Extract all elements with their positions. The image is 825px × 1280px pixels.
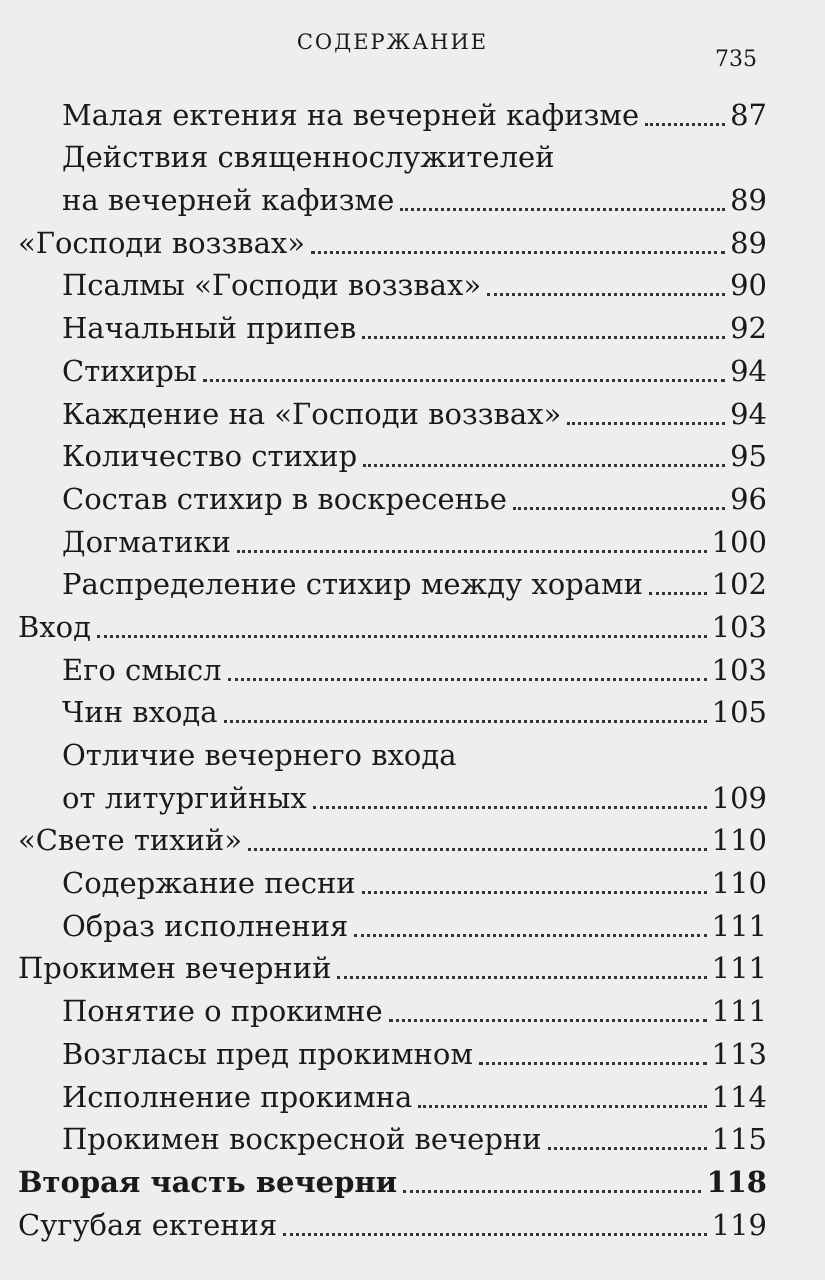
toc-entry-title: Возгласы пред прокимном (62, 1036, 473, 1071)
toc-entry-title: Действия священнослужителей (62, 140, 555, 175)
toc-entry (0, 732, 825, 775)
dot-leader (337, 976, 706, 979)
page-number: 735 (715, 47, 757, 72)
toc-entry-title: Вход (18, 609, 91, 644)
toc-entry-title: Его смысл (62, 652, 222, 687)
toc-entry (0, 305, 825, 348)
dot-leader (479, 1062, 707, 1065)
toc-entry-page: 109 (711, 780, 767, 815)
toc-entry-page: 111 (711, 994, 767, 1029)
dot-leader (362, 336, 725, 339)
toc-entry-page: 115 (711, 1122, 767, 1157)
toc-entry-title: Догматики (62, 524, 231, 559)
toc-entry-page: 94 (730, 353, 767, 388)
dot-leader (649, 592, 707, 595)
toc-entry (0, 1159, 825, 1202)
toc-entry-title: Вторая часть вечерни (18, 1164, 398, 1199)
dot-leader (248, 848, 707, 851)
toc-entry-page: 113 (711, 1036, 767, 1071)
toc-entry (0, 135, 825, 178)
toc-entry-page: 94 (730, 396, 767, 431)
toc-entry-page: 119 (711, 1207, 767, 1242)
toc-entry-title: Прокимен вечерний (18, 951, 332, 986)
toc-entry (0, 775, 825, 818)
dot-leader (97, 635, 707, 638)
toc-entry-page: 114 (711, 1079, 767, 1114)
dot-leader (389, 1019, 707, 1022)
toc-entry (0, 1202, 825, 1245)
toc-entry (0, 647, 825, 690)
dot-leader (403, 1190, 701, 1193)
toc-entry-page: 92 (730, 311, 767, 346)
toc-entry-page: 110 (711, 823, 767, 858)
toc-entry-title: на вечерней кафизме (62, 183, 395, 218)
dot-leader (313, 806, 707, 809)
toc-entry-title: Псалмы «Господи воззвах» (62, 268, 482, 303)
dot-leader (237, 550, 707, 553)
toc-entry-page: 89 (730, 225, 767, 260)
dot-leader (400, 208, 725, 211)
toc-entry-title: от литургийных (62, 780, 307, 815)
dot-leader (418, 1105, 706, 1108)
toc-entry-title: Чин входа (62, 695, 218, 730)
dot-leader (354, 934, 706, 937)
toc-entry (0, 818, 825, 861)
toc-entry (0, 220, 825, 263)
dot-leader (311, 251, 725, 254)
toc-entry-title: «Господи воззвах» (18, 225, 305, 260)
dot-leader (548, 1147, 707, 1150)
toc-entry-title: Каждение на «Господи воззвах» (62, 396, 562, 431)
toc-entry (0, 263, 825, 306)
toc-entry (0, 348, 825, 391)
toc-entry-title: Распределение стихир между хорами (62, 567, 643, 602)
toc-entry (0, 391, 825, 434)
toc-entry (0, 1117, 825, 1160)
dot-leader (363, 464, 725, 467)
toc-entry (0, 177, 825, 220)
dot-leader (645, 123, 725, 126)
dot-leader (567, 422, 725, 425)
toc-entry-title: Количество стихир (62, 439, 358, 474)
dot-leader (513, 507, 725, 510)
toc-entry (0, 476, 825, 519)
toc-entry-title: Понятие о прокимне (62, 994, 383, 1029)
dot-leader (487, 293, 725, 296)
toc-entry-title: Сугубая ектения (18, 1207, 278, 1242)
dot-leader (224, 720, 707, 723)
toc-entry-page: 105 (711, 695, 767, 730)
toc-entry-page: 87 (730, 97, 767, 132)
toc-entry (0, 562, 825, 605)
toc-entry-page: 96 (730, 481, 767, 516)
toc-entry-title: Отличие вечернего входа (62, 738, 457, 772)
toc-entry-page: 110 (711, 866, 767, 901)
toc-entry-page: 102 (711, 567, 767, 602)
toc-entry (0, 903, 825, 946)
dot-leader (228, 678, 707, 681)
toc-entry-title: Стихиры (62, 353, 197, 388)
toc-entry (0, 1074, 825, 1117)
toc-entry (0, 604, 825, 647)
dot-leader (283, 1233, 706, 1236)
toc-entry-page: 100 (711, 524, 767, 559)
dot-leader (362, 891, 707, 894)
toc-entry (0, 434, 825, 477)
toc-entry-title: Исполнение прокимна (62, 1079, 413, 1114)
toc-entry-page: 95 (730, 439, 767, 474)
toc-entry-title: Малая ектения на вечерней кафизме (62, 97, 640, 132)
toc-entry-page: 103 (711, 652, 767, 687)
toc-entry (0, 988, 825, 1031)
toc-entry (0, 92, 825, 135)
toc-entry-page: 118 (706, 1164, 767, 1199)
running-header-title: СОДЕРЖАНИЕ (296, 30, 489, 54)
toc-entry-title: «Свете тихий» (18, 823, 242, 858)
toc-entry-title: Состав стихир в воскресенье (62, 481, 507, 516)
dot-leader (203, 379, 725, 382)
toc-entry-title: Содержание песни (62, 866, 356, 901)
toc-entry (0, 519, 825, 562)
toc-entry-title: Прокимен воскресной вечерни (62, 1122, 542, 1157)
toc-entry (0, 690, 825, 733)
toc-entry-title: Начальный припев (62, 311, 357, 346)
toc-entry-page: 89 (730, 183, 767, 218)
toc-entry-page: 103 (711, 609, 767, 644)
toc-entry (0, 946, 825, 989)
table-of-contents (0, 92, 825, 1245)
toc-entry (0, 860, 825, 903)
toc-entry-page: 90 (730, 268, 767, 303)
toc-entry-page: 111 (711, 951, 767, 986)
toc-entry-title: Образ исполнения (62, 908, 349, 943)
toc-entry-page: 111 (711, 908, 767, 943)
toc-entry (0, 1031, 825, 1074)
